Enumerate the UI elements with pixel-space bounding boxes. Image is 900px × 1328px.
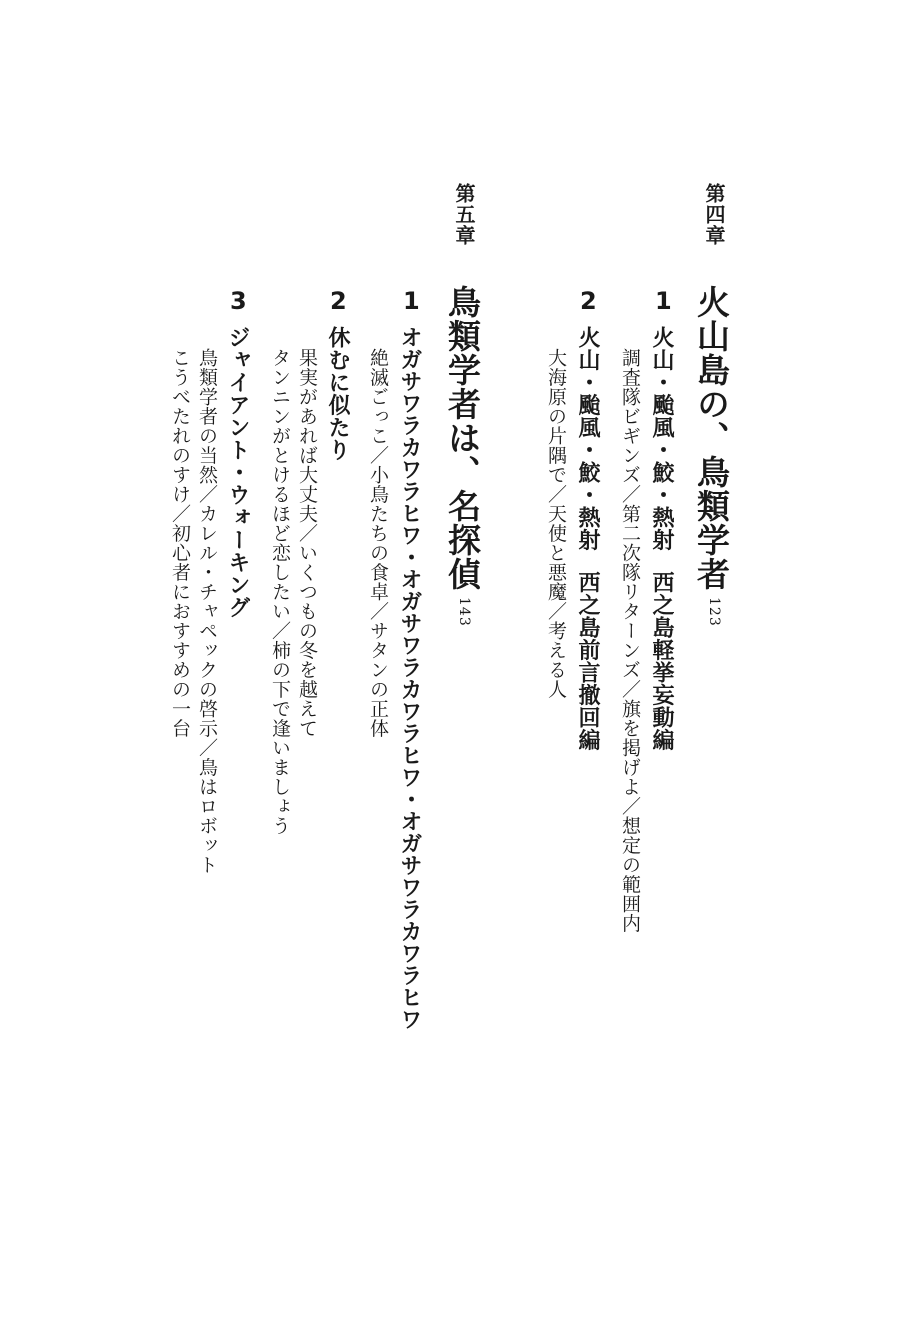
section-4-2-title-part-a: 火山・颱風・鮫・熱射 xyxy=(575,326,600,551)
chapter-5-page-number: 143 xyxy=(456,597,472,627)
section-5-3-description-line-1: 鳥類学者の当然／カレル・チャペックの啓示／鳥はロボット xyxy=(196,348,218,875)
section-4-1-description: 調査隊ビギンズ／第二次隊リターンズ／旗を掲げよ／想定の範囲内 xyxy=(619,348,641,933)
chapter-4-page-number: 123 xyxy=(706,597,722,627)
section-4-2-title-part-b: 西之島前言撤回編 xyxy=(575,571,600,751)
chapter-5-title: 鳥類学者は、名探偵 xyxy=(443,285,482,591)
section-4-1-title-part-b: 西之島軽挙妄動編 xyxy=(649,571,674,751)
section-5-2-description-line-1: 果実があれば大丈夫／いくつもの冬を越えて xyxy=(296,348,318,738)
section-4-1-title-part-a: 火山・颱風・鮫・熱射 xyxy=(649,326,674,551)
section-5-2-number: 2 xyxy=(330,287,347,315)
section-5-1-title: オガサワラカワラヒワ・オガサワラカワラヒワ・オガサワラカワラヒワ xyxy=(397,326,422,1030)
section-5-3-title: ジャイアント・ウォーキング xyxy=(225,326,250,619)
section-4-2-title xyxy=(576,326,598,751)
section-4-2-description: 大海原の片隅で／天使と悪魔／考える人 xyxy=(545,348,567,699)
chapter-5-label: 第五章 xyxy=(452,183,476,246)
section-5-3-description-line-2: こうべたれのすけ／初心者におすすめの一台 xyxy=(169,348,191,738)
section-4-1-number: 1 xyxy=(655,287,672,315)
section-4-2-number: 2 xyxy=(580,287,597,315)
chapter-4-label: 第四章 xyxy=(702,183,726,246)
section-5-1-number: 1 xyxy=(403,287,420,315)
chapter-4-title: 火山島の、鳥類学者 xyxy=(692,285,731,591)
section-5-2-description-line-2: タンニンがとけるほど恋したい／柿の下で逢いましょう xyxy=(269,348,291,836)
section-5-1-description: 絶滅ごっこ／小鳥たちの食卓／サタンの正体 xyxy=(367,348,389,738)
section-5-2-title: 休むに似たり xyxy=(325,326,350,461)
section-4-1-title xyxy=(650,326,672,751)
section-5-3-number: 3 xyxy=(230,287,247,315)
